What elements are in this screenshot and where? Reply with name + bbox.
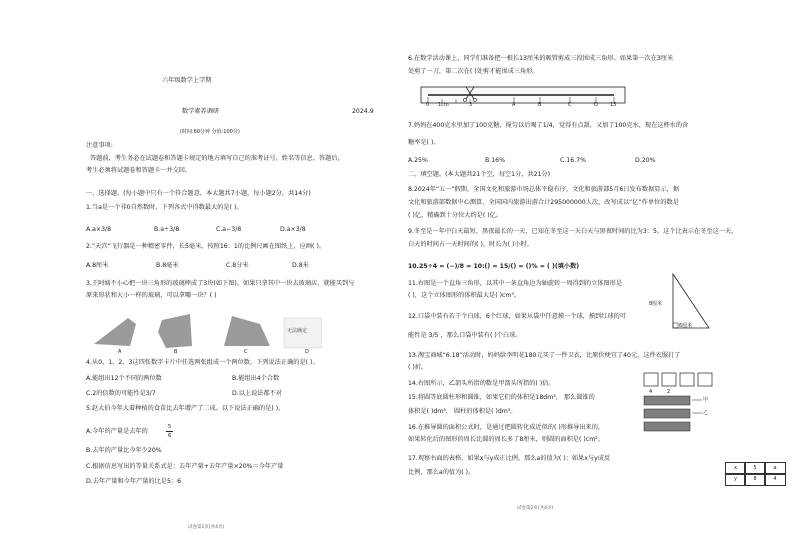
q6-text-1: 6.在数学活动课上，同学们准备把一根长13厘米的吸管剪成三段围成三角形。如果第一次在3厘米 [408,55,674,62]
q8-text-3: ( )亿，精确到十分位大约是( )亿。 [408,212,503,219]
glass-piece-a [94,318,136,346]
q17-table-cell: 8 [744,473,766,486]
q2-option-b: B.8毫米 [156,262,179,269]
q3-label-a: A [118,349,122,355]
q16-text-2: 如果转化后的图形的周长比圆的周长多了8厘米，则圆的面积是( )cm²。 [408,436,604,443]
q2-option-c: C.8分米 [226,262,249,269]
q7-option-d: D.20% [635,157,656,164]
q4-option-d: D.以上说法都不对 [232,390,283,397]
left-footer: 试卷第1页(共4页) [188,525,225,530]
q12-text-2: 能性是 3/5 ，那么口袋中装有( )个白球。 [408,332,522,339]
ruler-label-b: B [538,102,542,108]
notice-line1: 答题前，考生务必在试题卷和答题卡规定的地方填写自己的准考证号、姓名等信息。答题后， [90,155,344,162]
q3-label-b: B [174,349,178,355]
q2-text: 2.“天宫”飞行器是一种精密零件，长5毫米，按照16：1的比例尺画在图纸上，应画( )。 [86,243,326,250]
q6-text-2: 处剪了一刀，第二次在( )处剪才能围成三角形。 [408,68,539,75]
q4-option-b: B.能组出4个合数 [232,375,280,382]
ruler-label-13: 13 [610,102,617,108]
q17-table-cell: 5 [744,462,766,475]
q3-label-d: D [305,349,309,355]
q7-option-a: A.25% [408,157,428,164]
notice-title: 注意事项: [86,142,113,149]
q2-option-d: D.8米 [292,262,309,269]
q7-option-b: B.16% [485,157,505,164]
q1-option-a: A.a×3/8 [86,226,112,233]
q5-text: 5.赵大伯今年大着种植的食苗比去年增产了二成。以下说法正确的是( )。 [86,405,285,412]
q5-option-c: C.根据信息写出的等量关系式是：去年产量+去年产量×20%＝今年产量 [86,463,284,470]
q14-label-4: 4 [649,389,653,395]
ruler-label-0: 0 [426,102,430,108]
q14-label-yi: 乙 [703,410,709,416]
q4-text: 4.从0、1、2、3这四张数字卡片中任选两张组成一个两位数，下列说法正确的是( )。 [86,359,319,366]
q14-label-jia: 甲 [703,397,709,403]
glass-piece-b [158,314,192,348]
ruler-label-d: D [594,102,598,108]
ruler-label-c: C [568,102,572,108]
right-footer: 试卷第2页(共4页) [517,506,554,511]
q7-option-c: C.16.7% [560,157,586,164]
triangle-height-label: 8厘米 [649,301,663,307]
q17-table-cell: a [764,462,786,475]
q17-table-cell: y [725,473,746,486]
q1-option-d: D.a×3/8 [280,226,306,233]
notice-line2: 考生必须将试题卷和答题卡一并交回。 [86,167,192,174]
doc-date: 2024.9 [352,108,374,115]
section1-heading: 一、选择题。(每小题中只有一个符合题意。本大题共7小题，每小题2分，共14分) [86,190,311,197]
q7-text-1: 7.妈妈在400克水里加了100克糖，搅匀以后喝了1/4，觉得有点甜，又加了100克水，现在这杯水的含 [408,122,689,129]
q8-text-2: 文化和旅游部数据中心测算，全国国内旅游出游合计295000000人次，改写成以“亿”作单位的数是 [408,199,679,206]
q11-text-2: ( )，这个立体图形的体积最大是( )cm³。 [408,292,521,299]
ruler-label-3: 3 [469,102,473,108]
q17-text-1: 17.观察右面的表格，如果x与y成正比例，那么a的值为( )；如果x与y成反 [408,455,611,462]
q17-text-2: 比例，那么a的值为( )。 [408,469,475,476]
q13-text-2: ( )折。 [408,364,428,371]
doc-title: 六年级数学上学期 [162,77,212,84]
q5-option-a-denominator: 6 [168,433,172,439]
right-page [397,0,794,558]
q3-text-2: 原来形状和大小一样的玻璃，可以拿哪一块？( ) [86,292,217,299]
section2-heading: 二、填空题。(本大题共21个空，每空1分，共21分) [408,171,551,178]
q1-option-b: B.a÷3/8 [154,226,180,233]
q3-text-1: 3.王阿姨不小心把一块三角形的玻璃摔成了3块(如下图)。如果只拿其中一块去玻璃店，就能买到与 [86,280,355,287]
q4-option-c: C.2的倍数的可能性是3/7 [86,390,156,397]
q10-text: 10.25÷4 = (−)/8 = 10:() = 15/() = ()% = ( )(填小数) [408,263,580,270]
q15-text-2: 体积是( )dm³， 圆柱的体积是( )dm³。 [408,408,517,415]
q1-option-c: C.a−3/8 [216,226,242,233]
q5-option-a: A.今年的产量是去年的 [86,428,148,435]
q4-option-a: A.能组出12个不同的两位数 [86,375,162,382]
q17-table-cell: 4 [764,473,786,486]
q5-option-b: B.去年的产量比今年少20% [86,447,162,454]
ruler-label-1cm: 1cm [438,102,449,108]
doc-subtitle: 数学素养调研 [182,108,220,115]
q8-text-1: 8.2024年“五一”假期，全国文化和旅游市场总体平稳有序，文化和旅游部5月6日发布数据显示，据 [408,186,680,193]
q14-text: 14.右图所示，乙箭头所指的数是甲箭头所指的( )倍。 [408,380,555,387]
ruler-label-a: A [512,102,516,108]
triangle-base-label: 6厘米 [679,323,693,329]
q13-text-1: 13.淘宝商城“6.18”活动时，妈妈给李明花180元买了一件卫衣，比原价便宜了40元，这件衣服打了 [408,352,681,359]
q7-text-2: 糖率是( )。 [408,139,440,146]
q2-option-a: A.8厘米 [86,262,109,269]
q16-text-1: 16.在推导圆的面积公式时，是通过把圆转化成近似的( )形推导出来的， [408,424,605,431]
q11-text-1: 11.右图是一个直角三角形，以其中一条直角边为轴旋转一周得到的立体图形是 [408,280,623,287]
q15-text-1: 15.将圆等底圆柱形和圆锥，如果它们的体积是18dm³， 那么圆锥的 [408,394,595,401]
time-score: (时间:60分钟 分值:100分) [180,129,240,135]
q12-text-1: 12.口袋中装有若干个白球，6个红球，如果从袋中任意摸一个球，摸到红球的可 [408,313,626,320]
glass-piece-c [224,316,270,346]
q9-text-1: 9.冬至是一年中白天最短、黑夜最长的一天，已知在冬至这一天白天与黑夜时间的比为3：5。这个比表示在冬至这一天， [408,228,738,235]
q1-text: 1.当a是一个非0自然数时，下列各式中得数最大的是( )。 [86,204,243,211]
q9-text-2: 白天的时间占一天时间的( )，时长为( )小时。 [408,241,533,248]
q5-option-a-numerator: 5 [168,424,172,430]
q14-label-2: 2 [667,389,671,395]
q5-option-d: D.去年产量和今年产量的比是5：6 [86,478,182,485]
q3-label-c: C [244,349,248,355]
q3-uncertain-label: 无法确定 [287,328,308,334]
q17-table-cell: x [725,462,746,475]
